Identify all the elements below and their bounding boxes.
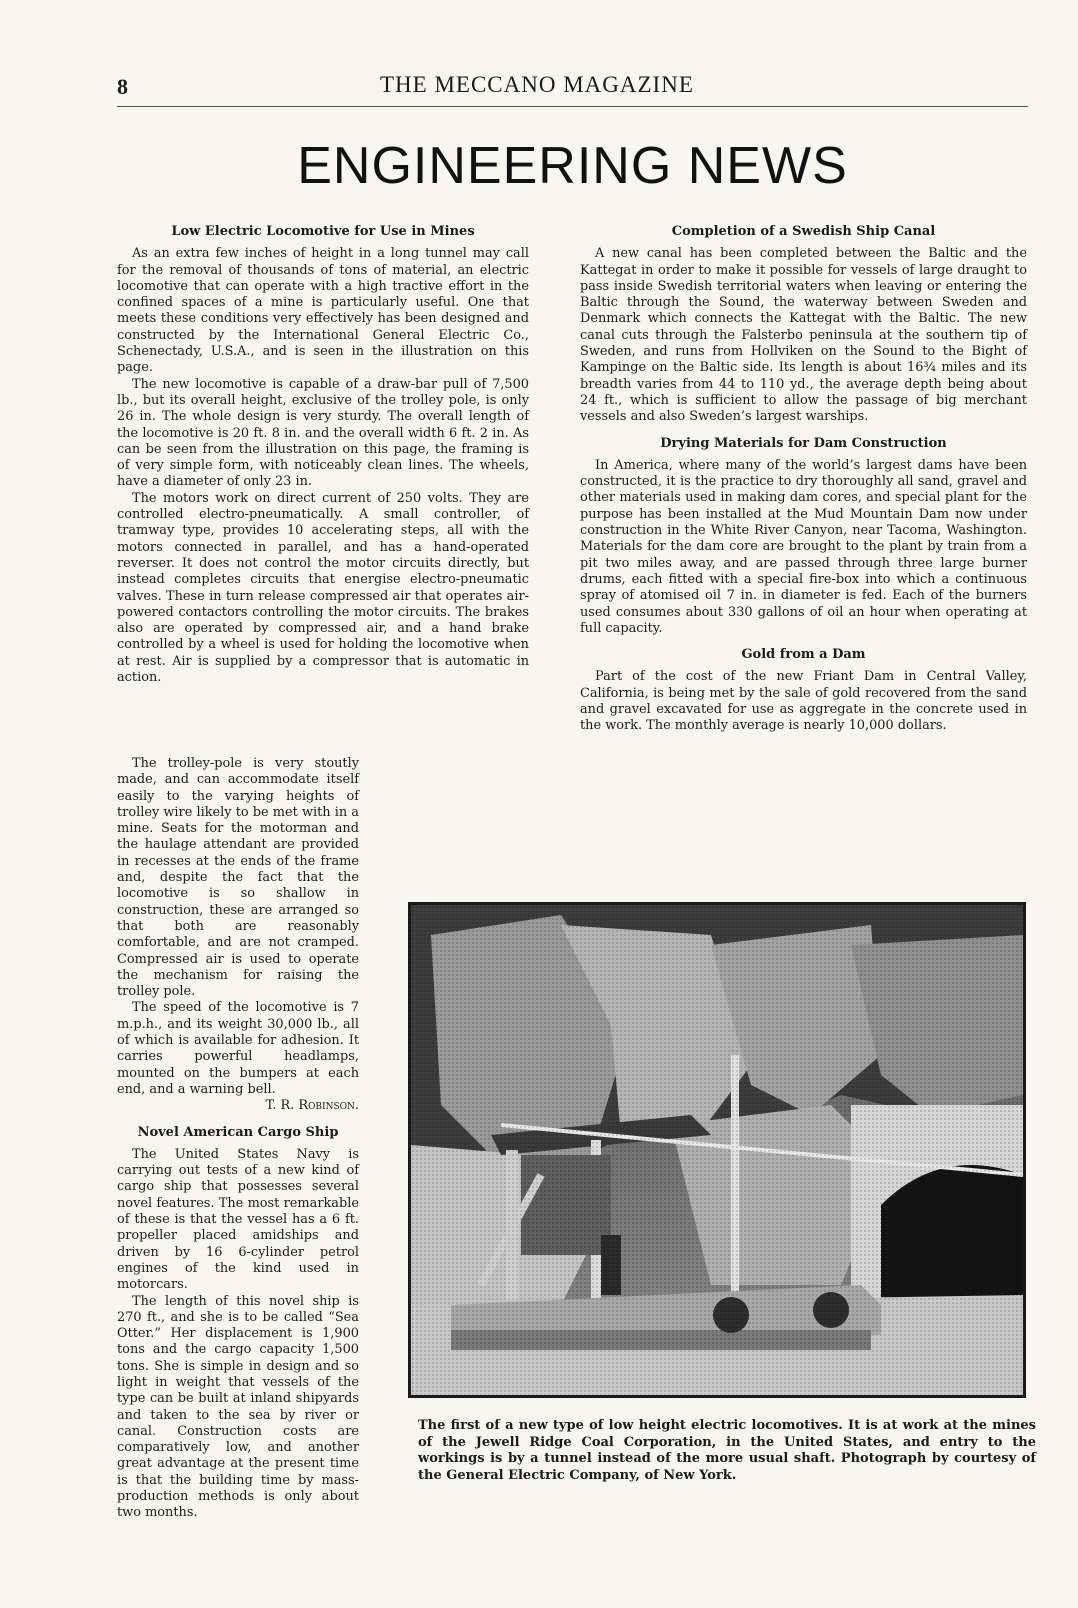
article-paragraph: A new canal has been completed between the Baltic and the Kattegat in order to make it possible for vessels of large draught to pass inside Swedish territorial waters when leaving or entering the Baltic through the Sound, the waterway between Sweden and Denmark which connects the Kattegat with the Baltic. The new canal cuts through the Falsterbo peninsula at the southern tip of Sweden, and runs from Hollviken on the Sound to the Bight of Kampinge on the Baltic side. Its length is about 16¾ miles and its breadth varies from 44 to 110 yd., the average depth being about 24 ft., which is sufficient to allow the passage of big merchant vessels and also Sweden’s largest warships.	[580, 246, 1027, 425]
article-paragraph: The motors work on direct current of 250 volts. They are controlled electro-pneumatically. A small controller, of tramway type, provides 10 accelerating steps, all with the motors connected in parallel, and has a hand-operated reverser. It does not control the motor circuits directly, but instead completes circuits that energise electro-pneumatic valves. These in turn release compressed air that operates air-powered contactors controlling the motor circuits. The brakes also are operated by compressed air, and a hand brake controlled by a wheel is used for holding the locomotive when at rest. Air is supplied by a compressor that is automatic in action.	[117, 490, 529, 686]
article-paragraph: The new locomotive is capable of a draw-bar pull of 7,500 lb., but its overall height, exclusive of the trolley pole, is only 26 in. The whole design is very sturdy. The overall length of the locomotive is 20 ft. 8 in. and the overall width 6 ft. 2 in. As can be seen from the illustration on this page, the framing is of very simple form, with noticeably clean lines. The wheels, have a diameter of only 23 in.	[117, 376, 529, 490]
article-heading-ship-canal: Completion of a Swedish Ship Canal	[671, 224, 936, 239]
author-signature: T. R. Robinson.	[265, 1098, 359, 1114]
article-paragraph: In America, where many of the world’s largest dams have been constructed, it is the practice to dry thoroughly all sand, gravel and other materials used in making dam cores, and special plant for the purpose has been installed at the Mud Mountain Dam now under construction in the White River Canyon, near Tacoma, Washington. Materials for the dam core are brought to the plant by train from a pit two miles away, and are passed through three large burner drums, each fitted with a special fire-box into which a continuous spray of atomised oil 7 in. in diameter is fed. Each of the burners used consumes about 330 gallons of oil an hour when operating at full capacity.	[580, 457, 1027, 636]
article-paragraph: The United States Navy is carrying out tests of a new kind of cargo ship that possesses several novel features. The most remarkable of these is that the vessel has a 6 ft. propeller placed amidships and driven by 16 6-cylinder petrol engines of the kind used in motorcars.	[117, 1146, 359, 1293]
magazine-title: THE MECCANO MAGAZINE	[380, 72, 694, 97]
article-heading-gold-dam: Gold from a Dam	[741, 647, 866, 663]
left-column-lower	[117, 756, 359, 1522]
right-column	[580, 224, 1027, 735]
article-heading-dam-materials: Drying Materials for Dam Construction	[660, 435, 947, 451]
locomotive-photograph	[408, 902, 1026, 1398]
article-paragraph: Part of the cost of the new Friant Dam in Central Valley, California, is being met by the sale of gold recovered from the sand and gravel excavated for use as aggregate in the concrete used in the work. The monthly average is nearly 10,000 dollars.	[580, 669, 1027, 734]
article-heading-locomotive: Low Electric Locomotive for Use in Mines	[171, 224, 475, 239]
article-paragraph: The speed of the locomotive is 7 m.p.h., and its weight 30,000 lb., all of which is available for adhesion. It carries powerful headlamps, mounted on the bumpers at each end, and a warning bell.	[117, 1000, 359, 1097]
photo-illustration	[411, 905, 1023, 1395]
page-number: 8	[117, 74, 128, 99]
photo-caption: The first of a new type of low height electric locomotives. It is at work at the mines of the Jewell Ridge Coal Corporation, in the United States, and entry to the workings is by a tunnel instead of the more usual shaft. Photograph by courtesy of the General Electric Company, of New York.	[418, 1418, 1036, 1483]
article-paragraph: The trolley-pole is very stoutly made, and can accommodate itself easily to the varying heights of trolley wire likely to be met with in a mine. Seats for the motorman and the haulage attendant are provided in recesses at the ends of the frame and, despite the fact that the locomotive is so shallow in construction, these are arranged so that both are reasonably comfortable, and are not cramped. Compressed air is used to operate the mechanism for raising the trolley pole.	[117, 756, 359, 1000]
article-paragraph: The length of this novel ship is 270 ft., and she is to be called “Sea Otter.” Her displacement is 1,900 tons and the cargo capacity 1,500 tons. She is simple in design and so light in weight that vessels of the type can be built at inland shipyards and taken to the sea by river or canal. Construction costs are comparatively low, and another great advantage at the present time is that the building time by mass-production methods is only about two months.	[117, 1293, 359, 1521]
article-paragraph: As an extra few inches of height in a long tunnel may call for the removal of thousands of tons of material, an electric locomotive that can operate with a high tractive effort in the confined spaces of a mine is particularly useful. One that meets these conditions very effectively has been designed and constructed by the International General Electric Co., Schenectady, U.S.A., and is seen in the illustration on this page.	[117, 246, 529, 376]
article-heading-cargo-ship: Novel American Cargo Ship	[137, 1124, 339, 1140]
left-column-upper	[117, 224, 529, 686]
header-rule	[117, 106, 1028, 107]
page-title: ENGINEERING NEWS	[297, 137, 848, 195]
